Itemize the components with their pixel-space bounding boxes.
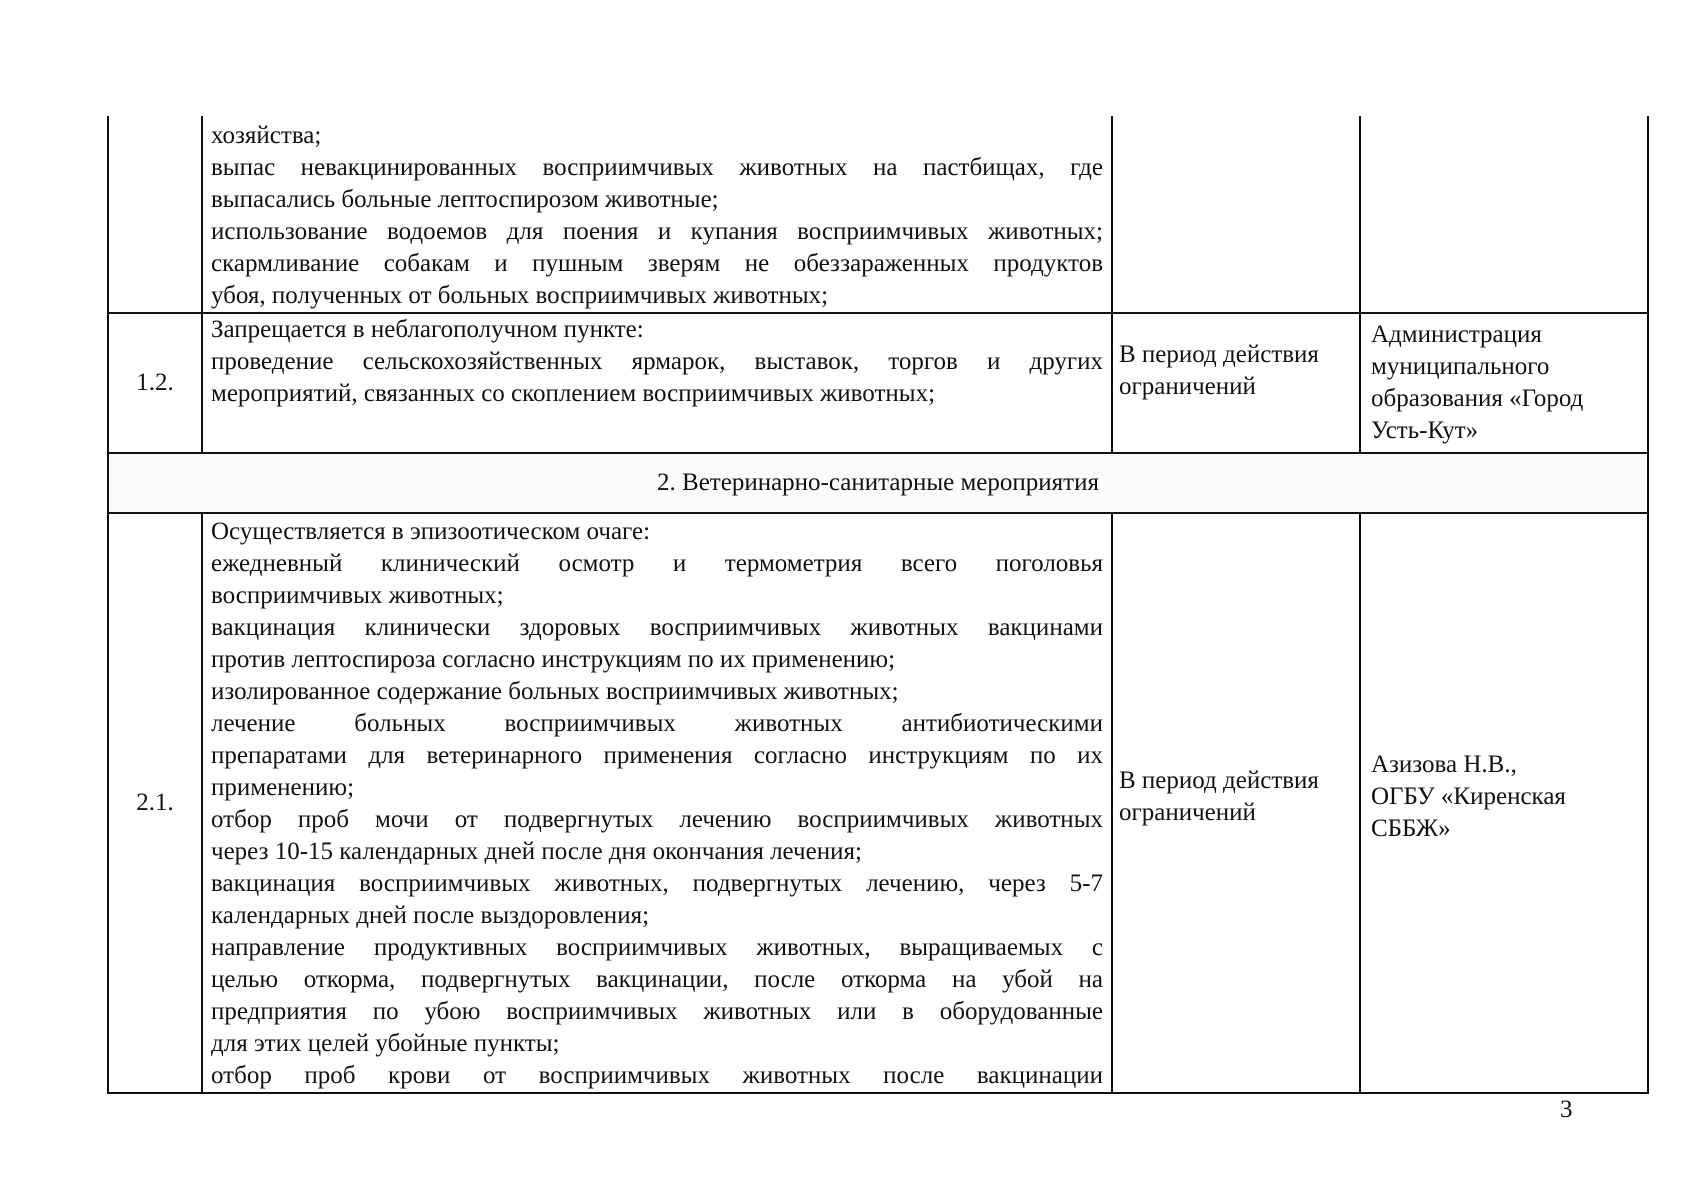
row-number: 1.2. [108, 313, 202, 453]
measure-line: хозяйства; [211, 122, 322, 149]
measure-cell [202, 313, 1112, 453]
section-title: 2. Ветеринарно-санитарные мероприятия [108, 453, 1648, 513]
table-row-continuation [108, 116, 1648, 313]
responsible-cell [1360, 513, 1648, 1093]
responsible-line: муниципального [1371, 353, 1550, 380]
responsible-line: образования «Город [1371, 385, 1584, 412]
measure-line: использование водоемов для поения и купания восприимчивых животных; [211, 218, 1103, 245]
row-number: 2.1. [108, 513, 202, 1093]
measure-line: Осуществляется в эпизоотическом очаге: [211, 518, 651, 545]
measure-cell [202, 513, 1112, 1093]
responsible-line: СББЖ» [1371, 815, 1451, 842]
measure-line: убоя, полученных от больных восприимчивых животных; [211, 282, 829, 309]
measure-line: направление продуктивных восприимчивых животных, выращиваемых с [211, 934, 1103, 961]
table-row-2-1 [108, 513, 1648, 1093]
measure-line: для этих целей убойные пункты; [211, 1030, 560, 1057]
measure-line: изолированное содержание больных восприимчивых животных; [211, 678, 899, 705]
measure-line: через 10-15 календарных дней после дня окончания лечения; [211, 838, 862, 865]
number-cell [108, 116, 202, 313]
measure-line: против лептоспироза согласно инструкциям по их применению; [211, 646, 896, 673]
measure-line: выпасались больные лептоспирозом животные; [211, 186, 719, 213]
measure-line: отбор проб крови от восприимчивых животных после вакцинации [211, 1062, 1103, 1089]
term-cell [1112, 513, 1360, 1093]
measure-line: вакцинация клинически здоровых восприимчивых животных вакцинами [211, 614, 1103, 641]
term-line: В период действия [1119, 767, 1319, 794]
responsible-line: Азизова Н.В., [1371, 751, 1517, 778]
measure-line: вакцинация восприимчивых животных, подвергнутых лечению, через 5-7 [211, 870, 1103, 897]
measure-line: применению; [211, 774, 355, 801]
page-number: 3 [1560, 1096, 1573, 1123]
measure-cell [202, 116, 1112, 313]
measure-line: проведение сельскохозяйственных ярмарок, выставок, торгов и других [211, 348, 1103, 375]
measure-line: мероприятий, связанных со скоплением восприимчивых животных; [211, 380, 936, 407]
measure-line: восприимчивых животных; [211, 582, 504, 609]
measure-line: лечение больных восприимчивых животных антибиотическими [211, 710, 1103, 737]
term-cell [1112, 313, 1360, 453]
section-row [108, 453, 1648, 513]
term-line: В период действия [1119, 341, 1319, 368]
measure-line: Запрещается в неблагополучном пункте: [211, 316, 644, 343]
responsible-cell [1360, 313, 1648, 453]
measure-line: предприятия по убою восприимчивых животных или в оборудованные [211, 998, 1103, 1025]
measure-line: выпас невакцинированных восприимчивых животных на пастбищах, где [211, 154, 1103, 181]
measure-line: календарных дней после выздоровления; [211, 902, 650, 929]
measures-table [107, 116, 1649, 1094]
measure-line: препаратами для ветеринарного применения согласно инструкциям по их [211, 742, 1103, 769]
term-line: ограничений [1119, 373, 1256, 400]
responsible-cell [1360, 116, 1648, 313]
table-row-1-2 [108, 313, 1648, 453]
responsible-line: Усть-Кут» [1371, 417, 1479, 444]
term-cell [1112, 116, 1360, 313]
measure-line: скармливание собакам и пушным зверям не обеззараженных продуктов [211, 250, 1103, 277]
measure-line: ежедневный клинический осмотр и термометрия всего поголовья [211, 550, 1103, 577]
measure-line: отбор проб мочи от подвергнутых лечению восприимчивых животных [211, 806, 1103, 833]
responsible-line: ОГБУ «Киренская [1371, 783, 1566, 810]
term-line: ограничений [1119, 799, 1256, 826]
measure-line: целью откорма, подвергнутых вакцинации, после откорма на убой на [211, 966, 1103, 993]
responsible-line: Администрация [1371, 321, 1542, 348]
